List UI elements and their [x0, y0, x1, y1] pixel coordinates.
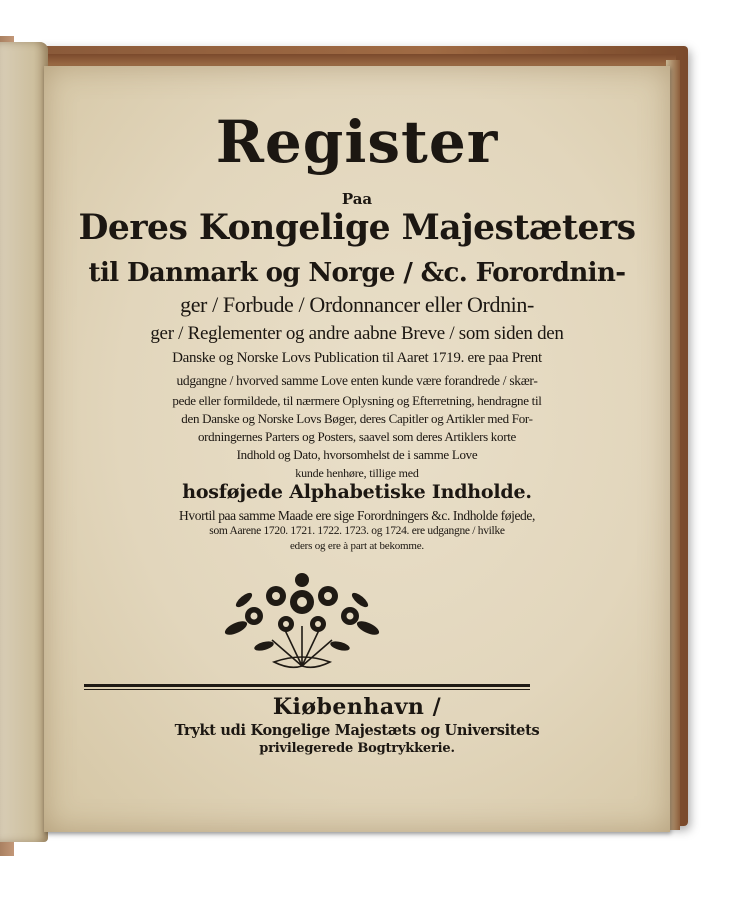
title-line-15: eders og ere à part at bekomme. [290, 540, 424, 552]
title-line-7: pede eller formildede, til nærmere Oplysning og Efterretning, hendragne til [172, 393, 542, 408]
divider-rule-thick [84, 684, 530, 687]
title-line-11: kunde henhøre, tillige med [295, 466, 419, 480]
title-heading: Register [215, 108, 499, 176]
title-line-6: udgangne / hvorved samme Love enten kunde være forandrede / skær- [176, 373, 538, 388]
imprint-city: Kiøbenhavn / [272, 694, 442, 720]
imprint-printer-line-1: Trykt udi Kongelige Majestæts og Universitets [174, 722, 540, 739]
title-line-1: Deres Kongelige Majestæters [78, 208, 636, 248]
title-line-3: ger / Forbude / Ordonnancer eller Ordnin- [180, 292, 534, 317]
title-line-10: Indhold og Dato, hvorsomhelst de i samme Love [236, 447, 478, 462]
title-line-9: ordningernes Parters og Posters, saavel som deres Artiklers korte [197, 429, 517, 444]
title-line-8: den Danske og Norske Lovs Bøger, deres Capitler og Artikler med For- [181, 411, 533, 426]
title-line-14: som Aarene 1720. 1721. 1722. 1723. og 1724. ere udgangne / hvilke [209, 525, 505, 537]
title-line-5: Danske og Norske Lovs Publication til Aaret 1719. ere paa Prent [172, 350, 542, 366]
title-line-4: ger / Reglementer og andre aabne Breve / som siden den [150, 323, 564, 344]
imprint-printer-line-2: privilegerede Bogtrykkerie. [259, 741, 455, 756]
facing-left-page [0, 42, 48, 842]
title-line-12: hosføjede Alphabetiske Indholde. [182, 481, 532, 503]
title-line-13: Hvortil paa samme Maade ere sige Forordningers &c. Indholde føjede, [179, 508, 535, 523]
title-line-2: til Danmark og Norge / &c. Forordnin- [88, 258, 626, 288]
floral-ornament-icon [214, 566, 390, 676]
title-paa: Paa [341, 190, 373, 208]
divider-rule-thin [84, 689, 530, 690]
